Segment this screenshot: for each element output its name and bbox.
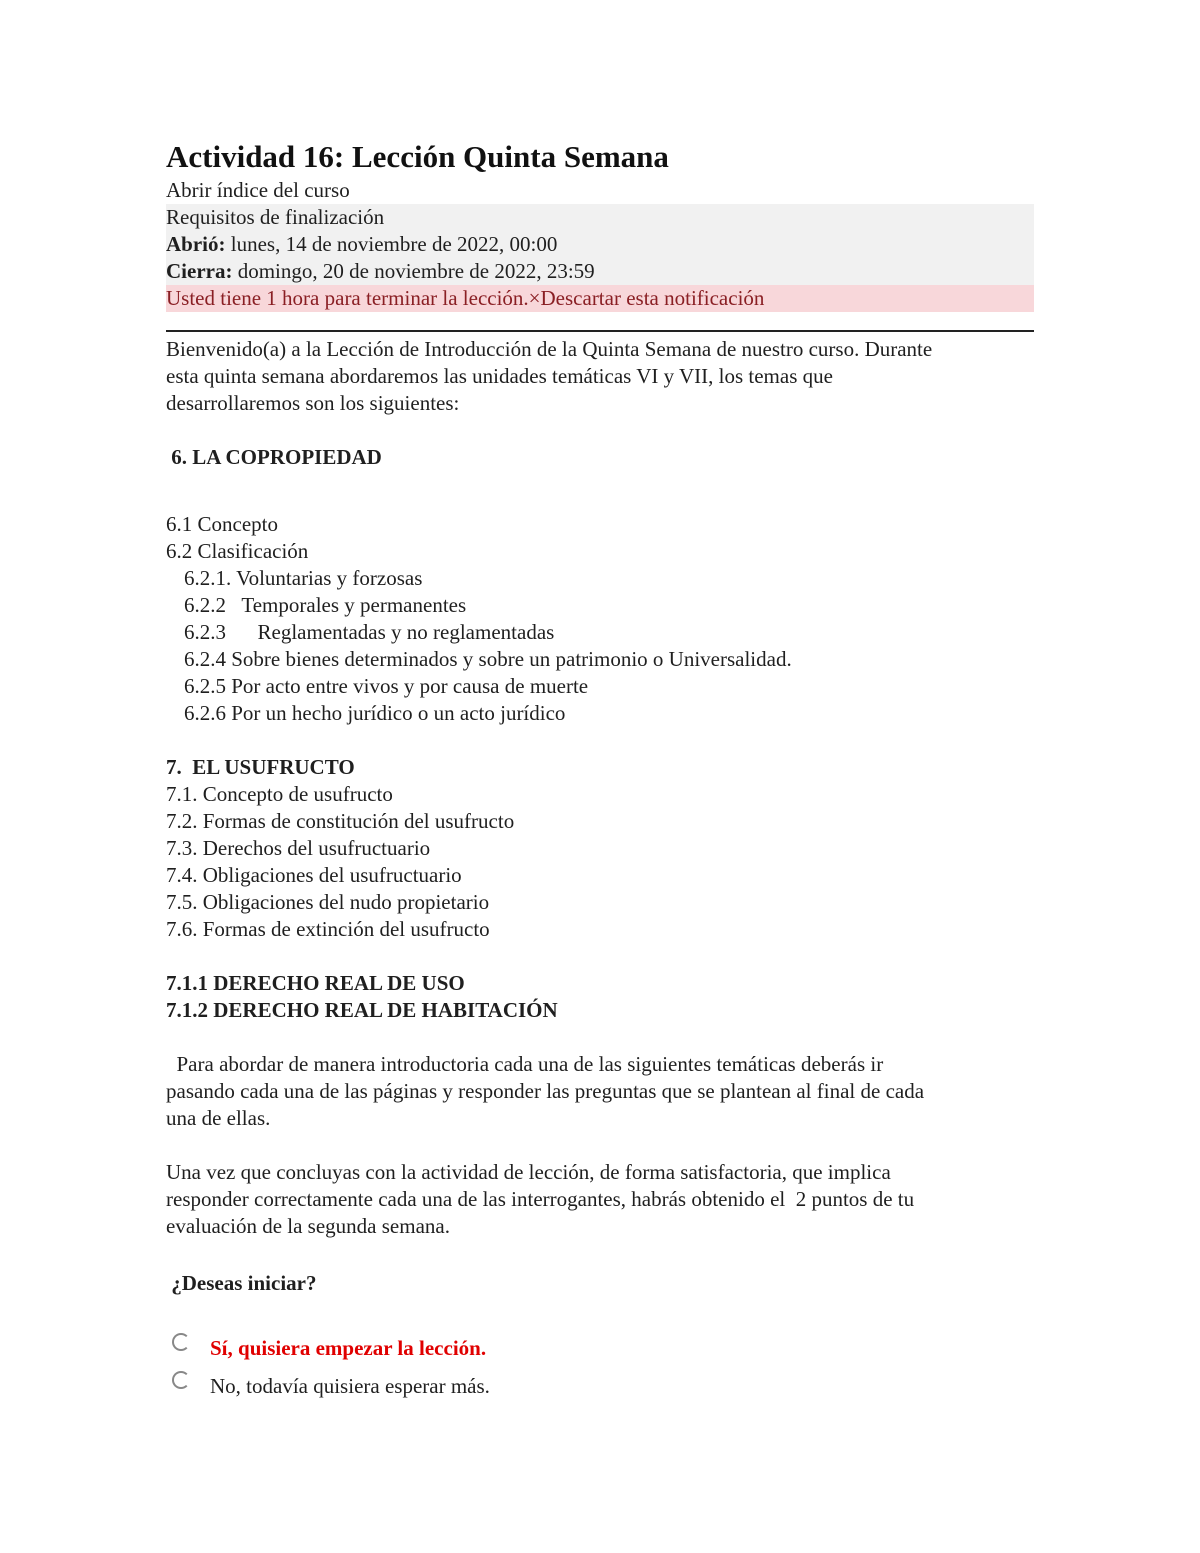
paragraph-line: Para abordar de manera introductoria cada una de las siguientes temáticas deberás ir [166,1052,884,1076]
list-subitem: 6.2.3 Reglamentadas y no reglamentadas [184,620,555,644]
completion-requirements-link[interactable]: Requisitos de finalización [166,205,385,229]
list-subitem: 6.2.6 Por un hecho jurídico o un acto jurídico [184,701,566,725]
radio-no[interactable] [172,1371,190,1389]
option-no-label[interactable]: No, todavía quisiera esperar más. [210,1373,490,1398]
instructions-paragraph [166,1051,1034,1132]
time-limit-alert [166,285,1034,312]
radio-yes[interactable] [172,1333,190,1351]
dismiss-notification-label[interactable]: Descartar esta notificación [540,286,765,310]
list-item: 6.2 Clasificación [166,539,309,563]
list-subitem: 6.2.5 Por acto entre vivos y por causa de muerte [184,674,589,698]
closes-label: Cierra: [166,259,233,283]
list-item: 7.2. Formas de constitución del usufructo [166,809,515,833]
page-title: Actividad 16: Lección Quinta Semana [166,139,669,174]
list-subitem: 6.2.1. Voluntarias y forzosas [184,566,423,590]
start-question: ¿Deseas iniciar? [166,1271,317,1295]
closes-date [166,258,1034,285]
intro-line-1: Bienvenido(a) a la Lección de Introducción de la Quinta Semana de nuestro curso. Durante [166,337,933,361]
closes-value: domingo, 20 de noviembre de 2022, 23:59 [232,259,595,283]
opened-date [166,231,1034,258]
option-yes-row[interactable] [166,1331,1034,1365]
list-subitem: 6.2.4 Sobre bienes determinados y sobre un patrimonio o Universalidad. [184,647,792,671]
lesson-page [166,137,1034,1403]
intro-line-3: desarrollaremos son los siguientes: [166,391,460,415]
option-yes-label[interactable]: Sí, quisiera empezar la lección. [210,1335,487,1360]
list-subitem: 6.2.2 Temporales y permanentes [184,593,467,617]
opened-value: lunes, 14 de noviembre de 2022, 00:00 [225,232,558,256]
list-item: 7.1. Concepto de usufructo [166,782,393,806]
paragraph-line: responder correctamente cada una de las interrogantes, habrás obtenido el 2 puntos de tu [166,1187,915,1211]
section-7-extra-heading: 7.1.1 DERECHO REAL DE USO [166,971,465,995]
option-no-row[interactable] [166,1369,1034,1403]
list-item: 7.6. Formas de extinción del usufructo [166,917,490,941]
list-item: 7.4. Obligaciones del usufructuario [166,863,462,887]
grading-paragraph [166,1159,1034,1240]
paragraph-line: pasando cada una de las páginas y responder las preguntas que se plantean al final de cada [166,1079,925,1103]
activity-dates [166,204,1034,285]
list-item: 6.1 Concepto [166,512,278,536]
section-7-heading: 7. EL USUFRUCTO [166,755,355,779]
list-item: 7.3. Derechos del usufructuario [166,836,431,860]
close-icon[interactable]: × [528,286,541,310]
alert-text: Usted tiene 1 hora para terminar la lección. [166,286,529,310]
section-6-list [166,511,1034,727]
divider [166,330,1034,332]
section-7-extra-heading: 7.1.2 DERECHO REAL DE HABITACIÓN [166,998,558,1022]
paragraph-line: Una vez que concluyas con la actividad de lección, de forma satisfactoria, que implica [166,1160,891,1184]
opened-label: Abrió: [166,232,226,256]
section-6-heading: 6. LA COPROPIEDAD [166,445,382,469]
paragraph-line: una de ellas. [166,1106,271,1130]
course-index-link[interactable]: Abrir índice del curso [166,178,350,202]
list-item: 7.5. Obligaciones del nudo propietario [166,890,490,914]
intro-line-2: esta quinta semana abordaremos las unidades temáticas VI y VII, los temas que [166,364,833,388]
paragraph-line: evaluación de la segunda semana. [166,1214,450,1238]
section-7-list [166,781,1034,943]
start-options [166,1331,1034,1403]
